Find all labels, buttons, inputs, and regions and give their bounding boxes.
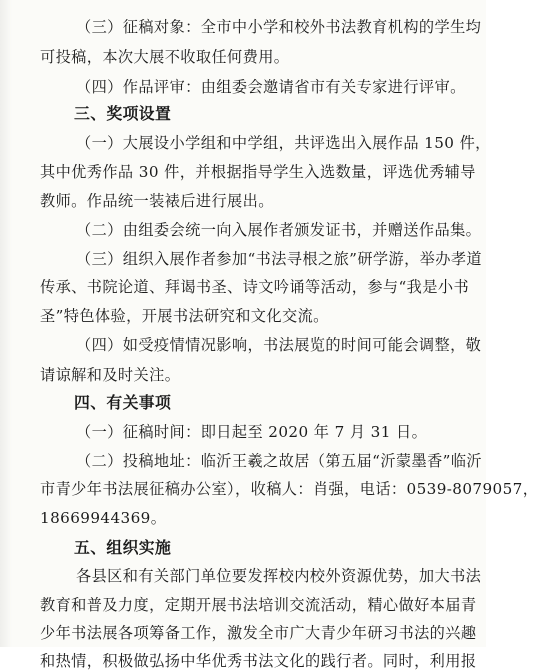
text-line-7: 教师。作品统一装裱后进行展出。 bbox=[40, 192, 274, 210]
text-line-22: 少年书法展各项筹备工作，激发全市广大青少年研习书法的兴趣 bbox=[40, 624, 477, 642]
text-line-2: 可投稿，本次大展不收取任何费用。 bbox=[40, 48, 290, 66]
section-heading-matters: 四、有关事项 bbox=[74, 393, 172, 412]
scan-edge-shadow bbox=[0, 0, 12, 647]
text-line-15: （一）征稿时间：即日起至 2020 年 7 月 31 日。 bbox=[76, 423, 428, 441]
text-line-16: （二）投稿地址：临沂王羲之故居（第五届“沂蒙墨香”临沂 bbox=[76, 452, 483, 470]
text-line-9: （三）组织入展作者参加“书法寻根之旅”研学游，举办孝道 bbox=[76, 250, 483, 268]
text-line-17: 市青少年书法展征稿办公室），收稿人：肖强，电话：0539-8079057， bbox=[40, 480, 538, 498]
text-line-18: 18669944369。 bbox=[40, 509, 167, 527]
text-line-13: 请谅解和及时关注。 bbox=[40, 366, 181, 384]
text-line-8: （二）由组委会统一向入展作者颁发证书，并赠送作品集。 bbox=[76, 221, 482, 239]
text-line-23: 和热情，积极做弘扬中华优秀书法文化的践行者。同时，利用报 bbox=[40, 652, 477, 670]
section-heading-awards: 三、奖项设置 bbox=[74, 104, 172, 123]
text-line-11: 圣”特色体验，开展书法研究和文化交流。 bbox=[40, 307, 329, 325]
text-line-5: （一）大展设小学组和中学组，共评选出入展作品 150 件， bbox=[76, 134, 491, 152]
text-line-12: （四）如受疫情情况影响，书法展览的时间可能会调整，敬 bbox=[76, 336, 482, 354]
text-line-3: （四）作品评审：由组委会邀请省市有关专家进行评审。 bbox=[76, 78, 466, 96]
text-line-20: 各县区和有关部门单位要发挥校内校外资源优势，加大书法 bbox=[76, 567, 482, 585]
text-line-6: 其中优秀作品 30 件，并根据指导学生入选数量，评选优秀辅导 bbox=[40, 163, 476, 181]
text-line-1: （三）征稿对象：全市中小学和校外书法教育机构的学生均 bbox=[76, 18, 482, 36]
section-heading-implementation: 五、组织实施 bbox=[74, 538, 172, 557]
text-line-10: 传承、书院论道、拜谒书圣、诗文吟诵等活动，参与“我是小书 bbox=[40, 278, 470, 296]
text-line-21: 教育和普及力度，定期开展书法培训交流活动，精心做好本届青 bbox=[40, 596, 477, 614]
